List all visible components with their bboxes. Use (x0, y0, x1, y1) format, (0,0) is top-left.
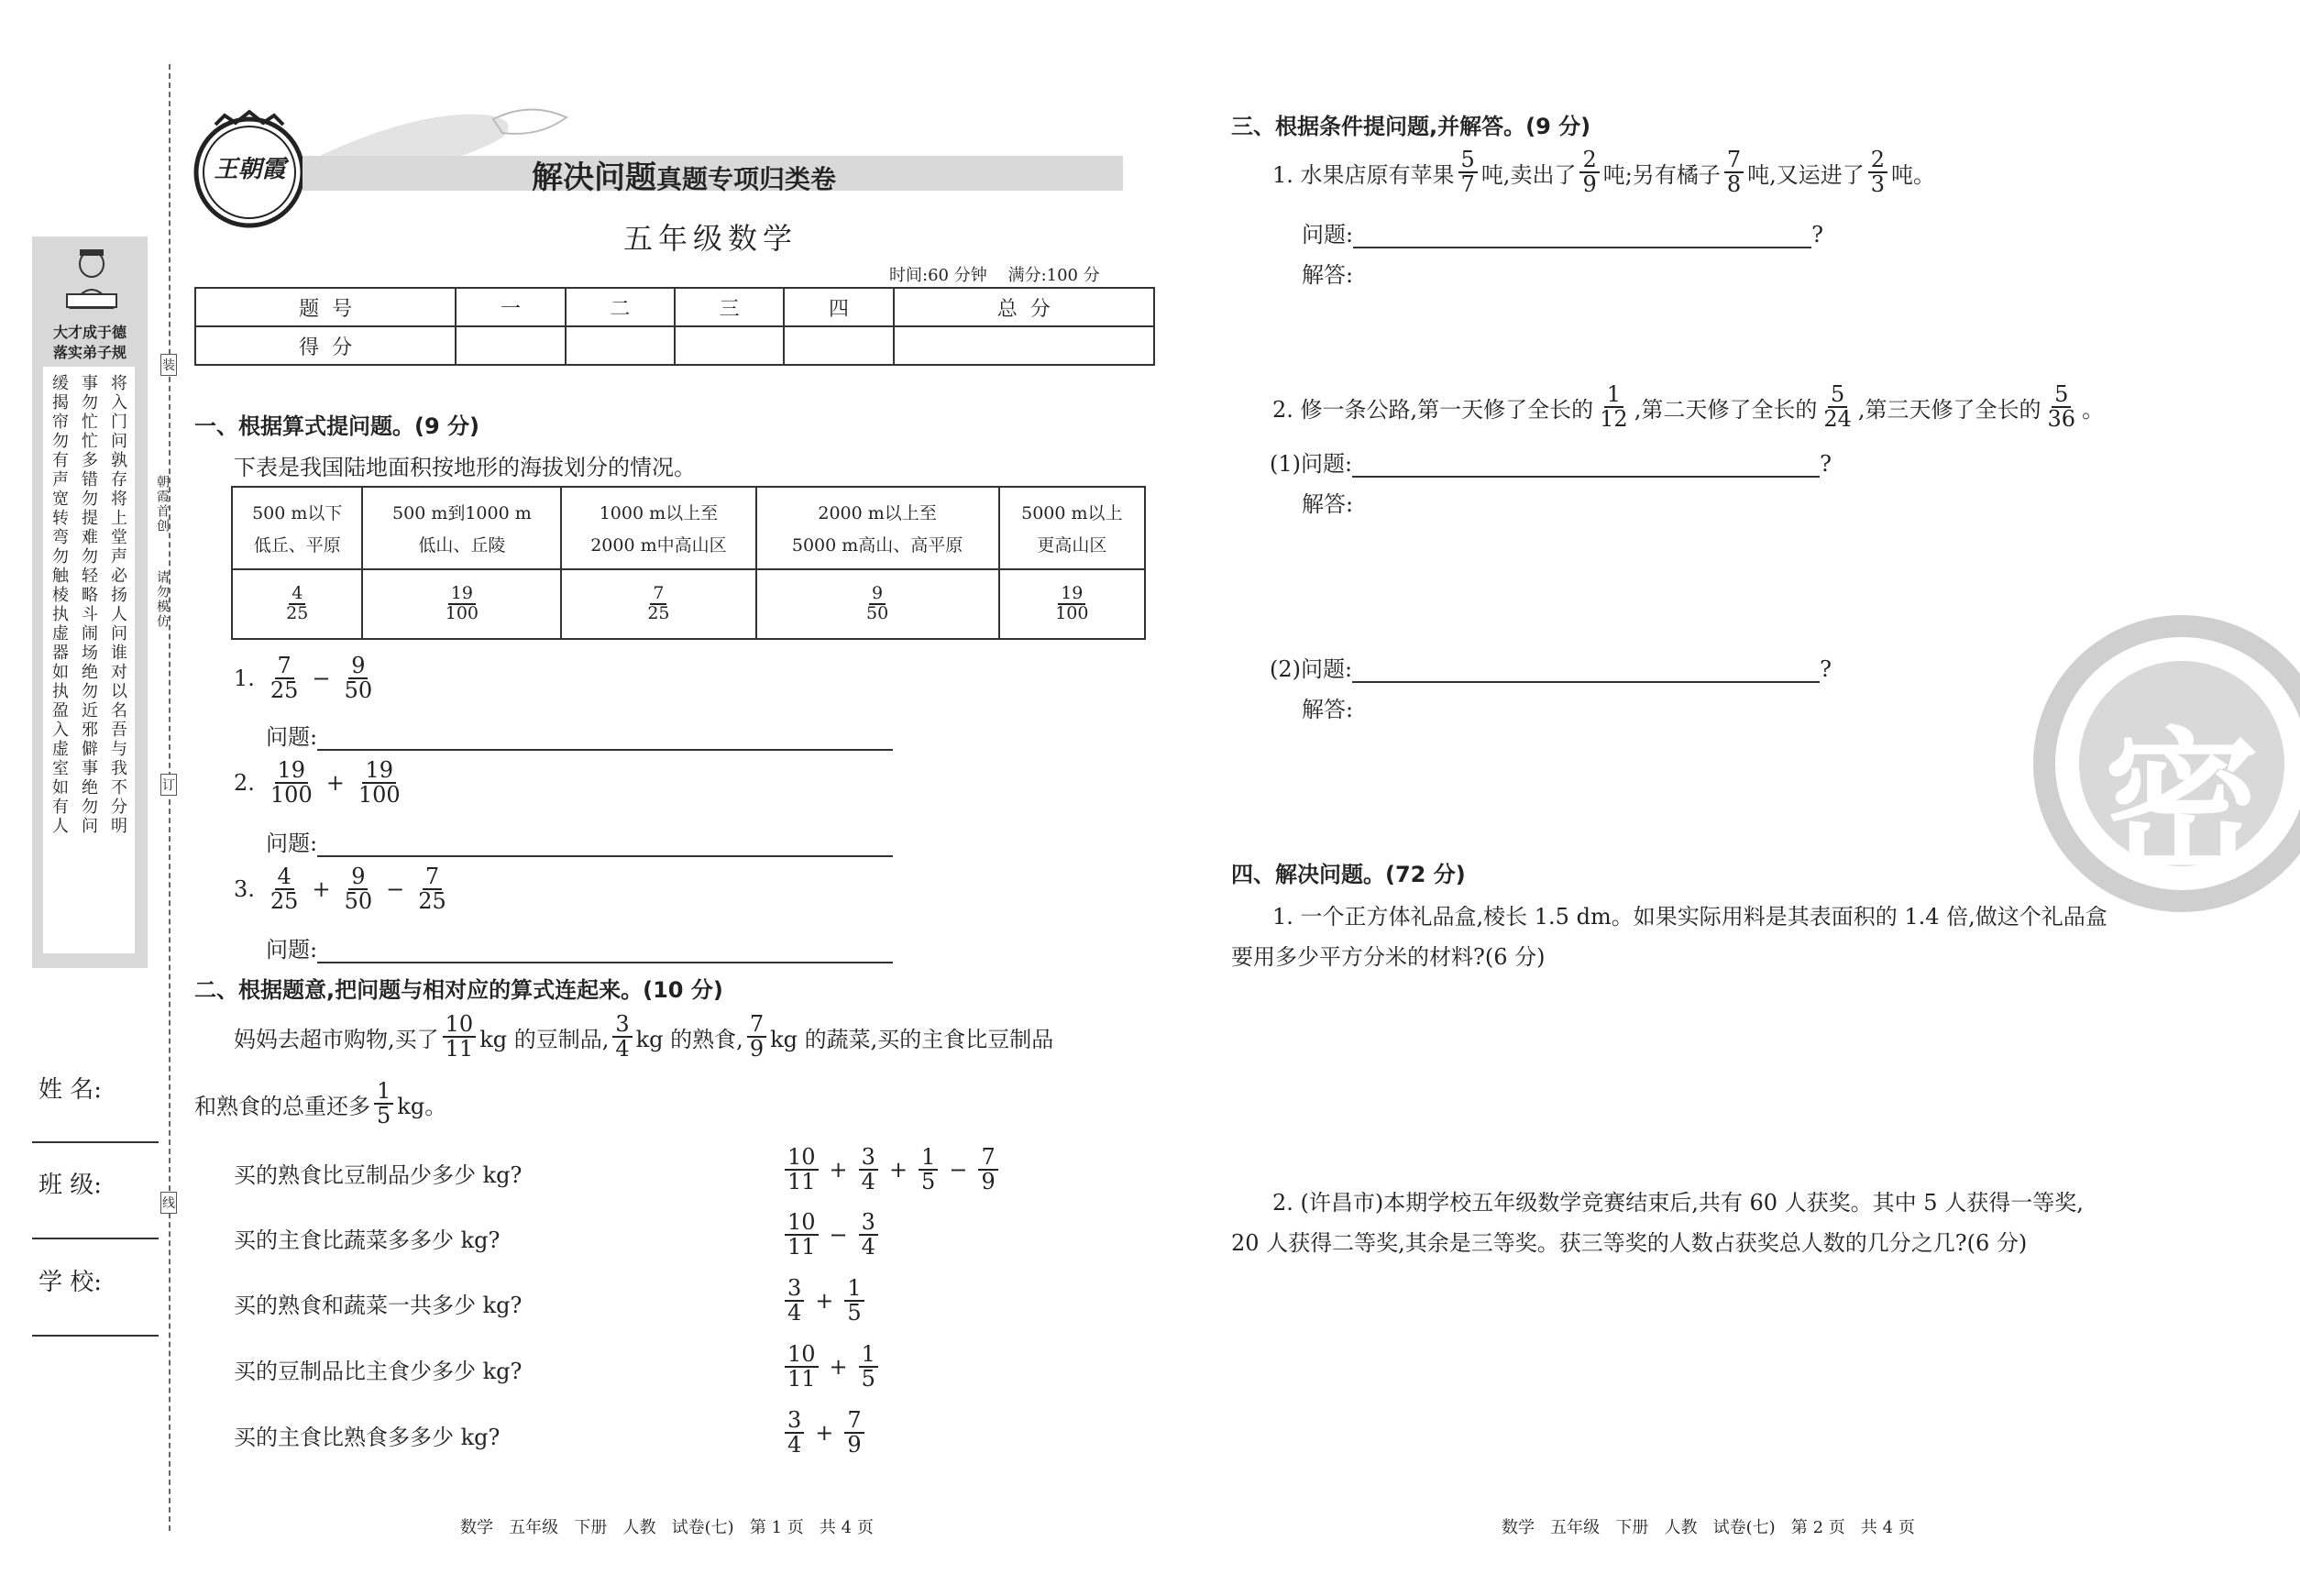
section4-q1-line2: 要用多少平方分米的材料?(6 分) (1231, 944, 1546, 970)
match-expression[interactable]: $\frac{3}{4}$ + $\frac{1}{5}$ (781, 1277, 868, 1325)
table-fraction: $\frac{19}{100}$ (1055, 583, 1089, 623)
match-expression[interactable]: $\frac{10}{11}$ + $\frac{3}{4}$ + $\frac{1}{5}$ − $\frac{7}{9}$ (781, 1146, 1002, 1194)
section2-paragraph-line2: 和熟食的总重还多 $\frac{1}{5}$ kg。 (194, 1078, 447, 1129)
fraction: $\frac{10}{11}$ (785, 1211, 819, 1259)
section1-item: 2. $\frac{19}{100}$ + $\frac{19}{100}$ (234, 759, 407, 807)
score-table-cell: 四 (784, 288, 893, 326)
vertical-note-2: 请勿模仿 (155, 570, 170, 629)
score-table-cell: 一 (456, 288, 565, 326)
section2-paragraph-line1: 妈妈去超市购物,买了 $\frac{10}{11}$ kg 的豆制品, $\frac{3}{4}$ kg 的熟食, $\frac{7}{9}$ kg 的蔬菜,买的主食比豆制品 (234, 1011, 1054, 1062)
answer-blank[interactable] (317, 725, 893, 751)
fraction: $\frac{3}{4}$ (785, 1277, 804, 1325)
page-title-rest: 真题专项归类卷 (656, 164, 837, 194)
vertical-note-1: 朝霞首创 (155, 475, 170, 534)
match-expression[interactable]: $\frac{10}{11}$ + $\frac{1}{5}$ (781, 1343, 882, 1391)
fraction: $\frac{3}{4}$ (785, 1409, 804, 1457)
fraction: $\frac{3}{4}$ (859, 1146, 878, 1194)
proverb-column: 事勿忙忙多错勿提难勿轻略斗闹场绝勿近邪僻事绝勿问 (79, 374, 98, 836)
table-header: 5000 m以上 (1021, 503, 1123, 523)
fraction: $\frac{10}{11}$ (785, 1343, 819, 1391)
fraction: $\frac{7}{25}$ (418, 864, 446, 915)
table-header: 500 m到1000 m (392, 503, 532, 523)
table-header: 低山、丘陵 (418, 535, 506, 556)
name-label: 姓 名: (39, 1076, 103, 1104)
score-table (194, 287, 1155, 366)
fraction: $\frac{1}{5}$ (844, 1277, 864, 1325)
school-label: 学 校: (39, 1269, 103, 1296)
score-table-cell: 得 分 (195, 326, 456, 365)
motto-2: 落实弟子规 (52, 344, 127, 361)
fraction: $\frac{9}{50}$ (344, 864, 373, 915)
answer-label: 解答: (1302, 697, 1354, 722)
fraction: $\frac{7}{9}$ (978, 1146, 997, 1194)
proverb-column: 缓揭帘勿有声宽转弯勿触棱执虚器如执盈入虚室如有人 (50, 374, 69, 836)
fraction: $\frac{1}{5}$ (919, 1146, 938, 1194)
section4-q2-line2: 20 人获得二等奖,其余是三等奖。获三等奖的人数占获奖总人数的几分之几?(6 分) (1231, 1230, 2028, 1256)
question-line: 问题: ? (1302, 222, 1823, 248)
cut-mark: 线 (160, 1192, 177, 1214)
stamp-character: 密 (2104, 714, 2261, 896)
table-header: 低丘、平原 (253, 535, 341, 556)
section4-q1-line1: 1. 一个正方体礼品盒,棱长 1.5 dm。如果实际用料是其表面积的 1.4 倍,做这个礼品盒 (1272, 904, 2107, 930)
footer-left: 数学 五年级 下册 人教 试卷(七) 第 1 页 共 4 页 (460, 1518, 874, 1537)
score-input[interactable] (456, 326, 565, 365)
score-input[interactable] (784, 326, 893, 365)
match-question[interactable]: 买的熟食和蔬菜一共多少 kg? (234, 1293, 523, 1318)
class-label: 班 级: (39, 1172, 103, 1199)
fraction: $\frac{4}{25}$ (270, 864, 299, 915)
section3-q2: 2. 修一条公路,第一天修了全长的 $\frac{1}{12}$ ,第二天修了全长的 $\frac{5}{24}$ ,第三天修了全长的 $\frac{5}{36}$ 。 (1272, 381, 2105, 433)
fraction: $\frac{19}{100}$ (270, 757, 313, 809)
score-input[interactable] (675, 326, 784, 365)
section4-q2-line1: 2. (许昌市)本期学校五年级数学竞赛结束后,共有 60 人获奖。其中 5 人获得一等奖, (1272, 1190, 2084, 1216)
fraction: $\frac{7}{25}$ (270, 653, 299, 704)
score-table-cell: 总 分 (894, 288, 1154, 326)
match-question[interactable]: 买的主食比熟食多多少 kg? (234, 1425, 501, 1450)
question-line: (2)问题: ? (1270, 656, 1832, 682)
score-table-cell: 二 (566, 288, 675, 326)
fraction: $\frac{3}{4}$ (612, 1013, 632, 1061)
fraction: $\frac{9}{50}$ (344, 653, 373, 704)
page-title-bold: 解决问题 (532, 160, 656, 196)
fraction: $\frac{7}{8}$ (1724, 149, 1744, 196)
class-field[interactable] (32, 1238, 159, 1239)
match-question[interactable]: 买的豆制品比主食少多少 kg? (234, 1359, 523, 1384)
table-fraction: $\frac{7}{25}$ (647, 583, 670, 623)
fraction: $\frac{2}{9}$ (1579, 149, 1599, 196)
answer-label: 解答: (1302, 262, 1354, 288)
table-fraction: $\frac{9}{50}$ (865, 583, 889, 623)
score-input[interactable] (894, 326, 1154, 365)
answer-blank[interactable] (1352, 657, 1820, 683)
scholar-illustration (60, 244, 124, 317)
answer-blank[interactable] (1353, 223, 1811, 248)
question-line: 问题: (266, 719, 893, 751)
score-table-cell: 题 号 (195, 288, 456, 326)
proverb-box (43, 367, 135, 953)
fraction: $\frac{2}{3}$ (1868, 149, 1887, 196)
match-expression[interactable]: $\frac{3}{4}$ + $\frac{7}{9}$ (781, 1409, 868, 1457)
section3-q1: 1. 水果店原有苹果 $\frac{5}{7}$ 吨,卖出了 $\frac{2}{9}$ 吨;另有橘子 $\frac{7}{8}$ 吨,又运进了 $\frac{2}{3}$ 吨。 (1272, 147, 1936, 198)
cut-mark: 装 (160, 354, 177, 376)
fraction: $\frac{3}{4}$ (859, 1211, 878, 1259)
section1-item: 1. $\frac{7}{25}$ − $\frac{9}{50}$ (234, 655, 379, 702)
section1-intro: 下表是我国陆地面积按地形的海拔划分的情况。 (234, 455, 696, 480)
fraction: $\frac{7}{9}$ (747, 1013, 766, 1061)
table-header: 1000 m以上至 (599, 503, 719, 523)
table-header: 2000 m中高山区 (590, 535, 727, 556)
match-question[interactable]: 买的主食比蔬菜多多少 kg? (234, 1227, 501, 1253)
match-expression[interactable]: $\frac{10}{11}$ − $\frac{3}{4}$ (781, 1211, 882, 1259)
answer-blank[interactable] (317, 938, 893, 963)
fraction: $\frac{5}{24}$ (1823, 381, 1852, 433)
fraction: $\frac{5}{36}$ (2047, 381, 2076, 433)
table-header: 更高山区 (1037, 535, 1107, 556)
table-fraction: $\frac{4}{25}$ (286, 583, 309, 623)
altitude-table (231, 486, 1146, 640)
name-field[interactable] (32, 1141, 159, 1143)
answer-label: 解答: (1302, 491, 1354, 517)
question-line: 问题: (266, 931, 893, 963)
score-table-cell: 三 (675, 288, 784, 326)
question-line: (1)问题: ? (1270, 451, 1832, 477)
binding-dashed-line (169, 64, 171, 1531)
fraction: $\frac{19}{100}$ (358, 757, 401, 809)
section1-heading: 一、根据算式提问题。(9 分) (194, 413, 479, 439)
section1-item: 3. $\frac{4}{25}$ + $\frac{9}{50}$ − $\frac{7}{25}$ (234, 865, 453, 913)
answer-blank[interactable] (1352, 452, 1820, 478)
time-info: 时间:60 分钟 满分:100 分 (889, 266, 1100, 285)
table-header: 500 m以下 (252, 503, 343, 523)
score-input[interactable] (566, 326, 675, 365)
fraction: $\frac{1}{12}$ (1600, 381, 1628, 433)
brand-logo-text: 王朝霞 (214, 156, 286, 183)
table-fraction: $\frac{19}{100}$ (445, 583, 479, 623)
fraction: $\frac{1}{5}$ (374, 1080, 393, 1128)
fraction: $\frac{10}{11}$ (785, 1146, 819, 1194)
cut-mark: 订 (160, 774, 177, 796)
match-question[interactable]: 买的熟食比豆制品少多少 kg? (234, 1162, 523, 1188)
motto-1: 大才成于德 (52, 324, 127, 341)
section4-heading: 四、解决问题。(72 分) (1231, 862, 1466, 887)
section3-heading: 三、根据条件提问题,并解答。(9 分) (1231, 114, 1591, 139)
fraction: $\frac{7}{9}$ (844, 1409, 864, 1457)
footer-right: 数学 五年级 下册 人教 试卷(七) 第 2 页 共 4 页 (1502, 1518, 1915, 1537)
proverb-column: 将入门问孰存将上堂声必扬人问谁对以名吾与我不分明 (108, 374, 127, 836)
answer-blank[interactable] (317, 831, 893, 857)
subtitle: 五年级数学 (623, 221, 798, 256)
sidebar-panel (32, 237, 148, 968)
question-line: 问题: (266, 825, 893, 857)
fraction: $\frac{5}{7}$ (1458, 149, 1478, 196)
section2-heading: 二、根据题意,把问题与相对应的算式连起来。(10 分) (194, 977, 723, 1003)
table-header: 5000 m高山、高平原 (791, 535, 963, 556)
table-header: 2000 m以上至 (818, 503, 937, 523)
fraction: $\frac{1}{5}$ (859, 1343, 878, 1391)
school-field[interactable] (32, 1335, 159, 1337)
page-title (532, 152, 836, 197)
fraction: $\frac{10}{11}$ (443, 1013, 477, 1061)
